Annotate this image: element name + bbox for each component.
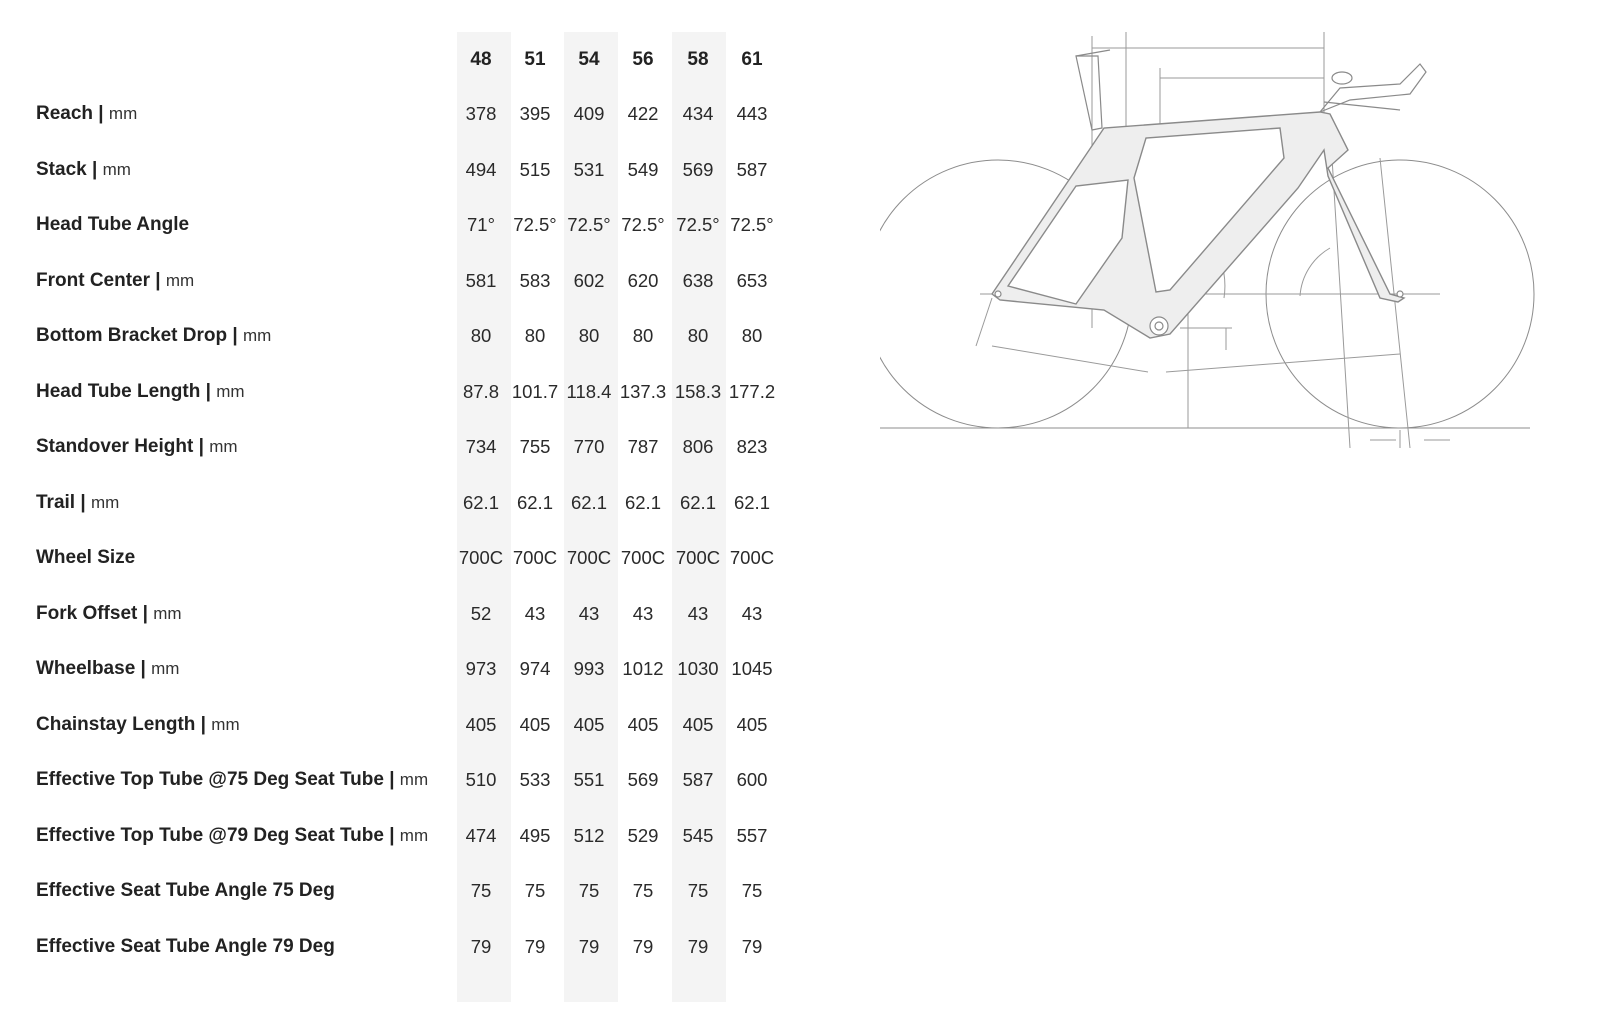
size-header-row — [0, 32, 820, 88]
table-cell: 494 — [465, 158, 497, 180]
table-cell: 700C — [729, 547, 775, 568]
table-cell: 581 — [465, 269, 497, 291]
table-row — [0, 253, 820, 309]
table-cell: 557 — [736, 824, 768, 846]
row-separator: | — [200, 380, 217, 402]
row-name: Stack — [36, 158, 87, 180]
row-label — [36, 142, 131, 198]
table-row — [0, 586, 820, 642]
row-unit: mm — [90, 492, 120, 512]
row-unit: mm — [399, 825, 429, 845]
table-cell: 158.3 — [674, 380, 722, 402]
table-cell: 638 — [682, 269, 714, 291]
row-label — [36, 364, 245, 420]
table-cell: 770 — [573, 436, 605, 457]
table-row — [0, 419, 820, 475]
row-unit: mm — [151, 659, 180, 678]
size-header-48: 48 — [470, 49, 492, 70]
table-cell: 1030 — [677, 658, 719, 679]
table-cell: 700C — [512, 547, 558, 568]
row-separator: | — [193, 436, 210, 457]
row-name: Chainstay Length — [36, 713, 196, 735]
table-cell: 62.1 — [624, 491, 661, 513]
table-cell: 79 — [578, 935, 600, 957]
table-cell: 973 — [465, 658, 497, 679]
row-unit: mm — [108, 104, 138, 123]
table-cell: 787 — [627, 436, 659, 457]
row-label — [36, 308, 271, 364]
table-cell: 79 — [632, 935, 654, 957]
table-cell: 72.5° — [676, 214, 720, 235]
table-cell: 549 — [627, 158, 659, 180]
row-label — [36, 86, 137, 142]
table-cell: 75 — [687, 880, 709, 901]
row-label — [36, 586, 182, 642]
table-row — [0, 197, 820, 253]
table-cell: 700C — [566, 547, 612, 568]
table-cell: 1045 — [731, 658, 773, 679]
table-cell: 569 — [682, 158, 714, 180]
table-cell: 87.8 — [462, 380, 499, 402]
table-cell: 75 — [524, 880, 546, 901]
row-name: Effective Seat Tube Angle 75 Deg — [36, 880, 335, 901]
table-cell: 434 — [682, 103, 714, 124]
table-cell: 533 — [519, 769, 551, 790]
table-cell: 75 — [470, 880, 492, 901]
table-cell: 974 — [519, 658, 551, 679]
table-cell: 495 — [519, 824, 551, 846]
table-cell: 80 — [578, 325, 600, 346]
table-cell: 177.2 — [728, 380, 776, 402]
table-cell: 405 — [573, 713, 605, 735]
table-row — [0, 364, 820, 420]
table-cell: 587 — [682, 769, 714, 790]
row-label — [36, 919, 335, 975]
table-cell: 806 — [682, 436, 714, 457]
table-row — [0, 697, 820, 753]
table-cell: 405 — [465, 713, 497, 735]
size-header-58: 58 — [687, 49, 709, 70]
row-separator: | — [93, 103, 109, 124]
size-header-56: 56 — [632, 49, 654, 70]
table-cell: 600 — [736, 769, 768, 790]
row-label — [36, 641, 179, 697]
table-cell: 551 — [573, 769, 605, 790]
table-cell: 137.3 — [619, 380, 667, 402]
table-cell: 515 — [519, 158, 551, 180]
table-cell: 545 — [682, 824, 714, 846]
table-cell: 71° — [467, 214, 495, 235]
table-cell: 72.5° — [621, 214, 665, 235]
row-label — [36, 253, 194, 309]
row-label — [36, 419, 238, 475]
row-separator: | — [150, 269, 166, 291]
row-name: Head Tube Angle — [36, 214, 190, 235]
row-name: Trail — [36, 491, 76, 513]
table-cell: 101.7 — [511, 380, 559, 402]
row-label — [36, 808, 428, 864]
table-cell: 512 — [573, 824, 605, 846]
row-name: Reach — [36, 103, 94, 124]
table-cell: 52 — [470, 602, 492, 624]
table-cell: 510 — [465, 769, 497, 790]
table-cell: 474 — [465, 824, 497, 846]
table-cell: 700C — [458, 547, 504, 568]
table-cell: 62.1 — [679, 491, 716, 513]
row-unit: mm — [211, 714, 240, 734]
row-name: Effective Top Tube @79 Deg Seat Tube — [36, 824, 384, 846]
table-cell: 405 — [519, 713, 551, 735]
row-unit: mm — [242, 326, 272, 345]
table-cell: 395 — [519, 103, 551, 124]
table-cell: 583 — [519, 269, 551, 291]
table-cell: 75 — [632, 880, 654, 901]
size-header-54: 54 — [578, 49, 600, 70]
row-name: Effective Top Tube @75 Deg Seat Tube — [36, 769, 384, 790]
row-separator: | — [227, 325, 243, 346]
row-label — [36, 697, 240, 753]
row-separator: | — [383, 824, 400, 846]
table-cell: 378 — [465, 103, 497, 124]
table-cell: 734 — [465, 436, 497, 457]
row-name: Head Tube Length — [36, 380, 201, 402]
table-cell: 79 — [524, 935, 546, 957]
table-cell: 993 — [573, 658, 605, 679]
table-cell: 602 — [573, 269, 605, 291]
table-cell: 75 — [578, 880, 600, 901]
table-cell: 43 — [524, 602, 546, 624]
table-cell: 62.1 — [462, 491, 499, 513]
table-cell: 405 — [627, 713, 659, 735]
size-header-61: 61 — [741, 49, 763, 70]
row-name: Fork Offset — [36, 602, 138, 624]
table-cell: 422 — [627, 103, 659, 124]
row-name: Standover Height — [36, 436, 194, 457]
table-cell: 443 — [736, 103, 768, 124]
table-cell: 118.4 — [566, 380, 612, 402]
table-cell: 405 — [736, 713, 768, 735]
row-label — [36, 863, 335, 919]
table-cell: 823 — [736, 436, 768, 457]
row-unit: mm — [165, 270, 195, 290]
table-cell: 1012 — [622, 658, 664, 679]
table-cell: 529 — [627, 824, 659, 846]
table-cell: 80 — [632, 325, 654, 346]
row-unit: mm — [216, 381, 245, 401]
table-row — [0, 863, 820, 919]
table-cell: 75 — [741, 880, 763, 901]
table-row — [0, 530, 820, 586]
row-separator: | — [135, 658, 152, 679]
table-cell: 72.5° — [730, 214, 774, 235]
size-header-51: 51 — [524, 49, 546, 70]
row-separator: | — [75, 491, 91, 513]
table-cell: 43 — [687, 602, 709, 624]
row-separator: | — [137, 602, 154, 624]
row-label — [36, 475, 119, 531]
table-row — [0, 86, 820, 142]
table-cell: 587 — [736, 158, 768, 180]
table-cell: 409 — [573, 103, 605, 124]
row-separator: | — [86, 158, 103, 180]
table-cell: 72.5° — [513, 214, 557, 235]
row-name: Wheel Size — [36, 547, 136, 568]
table-row — [0, 641, 820, 697]
table-cell: 80 — [687, 325, 709, 346]
row-name: Bottom Bracket Drop — [36, 325, 228, 346]
table-cell: 80 — [470, 325, 492, 346]
table-cell: 79 — [687, 935, 709, 957]
table-cell: 700C — [620, 547, 666, 568]
table-cell: 653 — [736, 269, 768, 291]
row-unit: mm — [102, 159, 131, 179]
row-label — [36, 752, 428, 808]
row-unit: mm — [209, 437, 238, 456]
table-cell: 79 — [470, 935, 492, 957]
row-separator: | — [383, 769, 400, 790]
row-separator: | — [195, 713, 212, 735]
table-cell: 62.1 — [516, 491, 553, 513]
row-label — [36, 530, 135, 586]
table-cell: 79 — [741, 935, 763, 957]
table-row — [0, 142, 820, 198]
bike-geometry-diagram-icon — [880, 28, 1570, 468]
table-cell: 569 — [627, 769, 659, 790]
table-row — [0, 308, 820, 364]
row-name: Wheelbase — [36, 658, 136, 679]
table-cell: 43 — [632, 602, 654, 624]
table-cell: 700C — [675, 547, 721, 568]
table-row — [0, 475, 820, 531]
table-row — [0, 752, 820, 808]
table-cell: 62.1 — [570, 491, 607, 513]
row-label — [36, 197, 189, 253]
row-unit: mm — [399, 770, 429, 789]
table-cell: 531 — [573, 158, 605, 180]
table-cell: 43 — [741, 602, 763, 624]
table-cell: 72.5° — [567, 214, 611, 235]
table-cell: 620 — [627, 269, 659, 291]
table-cell: 80 — [524, 325, 546, 346]
table-cell: 62.1 — [733, 491, 770, 513]
table-cell: 80 — [741, 325, 763, 346]
row-unit: mm — [153, 603, 182, 623]
row-name: Effective Seat Tube Angle 79 Deg — [36, 935, 335, 957]
row-name: Front Center — [36, 269, 150, 291]
table-row — [0, 919, 820, 975]
table-row — [0, 808, 820, 864]
table-cell: 405 — [682, 713, 714, 735]
table-cell: 755 — [519, 436, 551, 457]
table-cell: 43 — [578, 602, 600, 624]
